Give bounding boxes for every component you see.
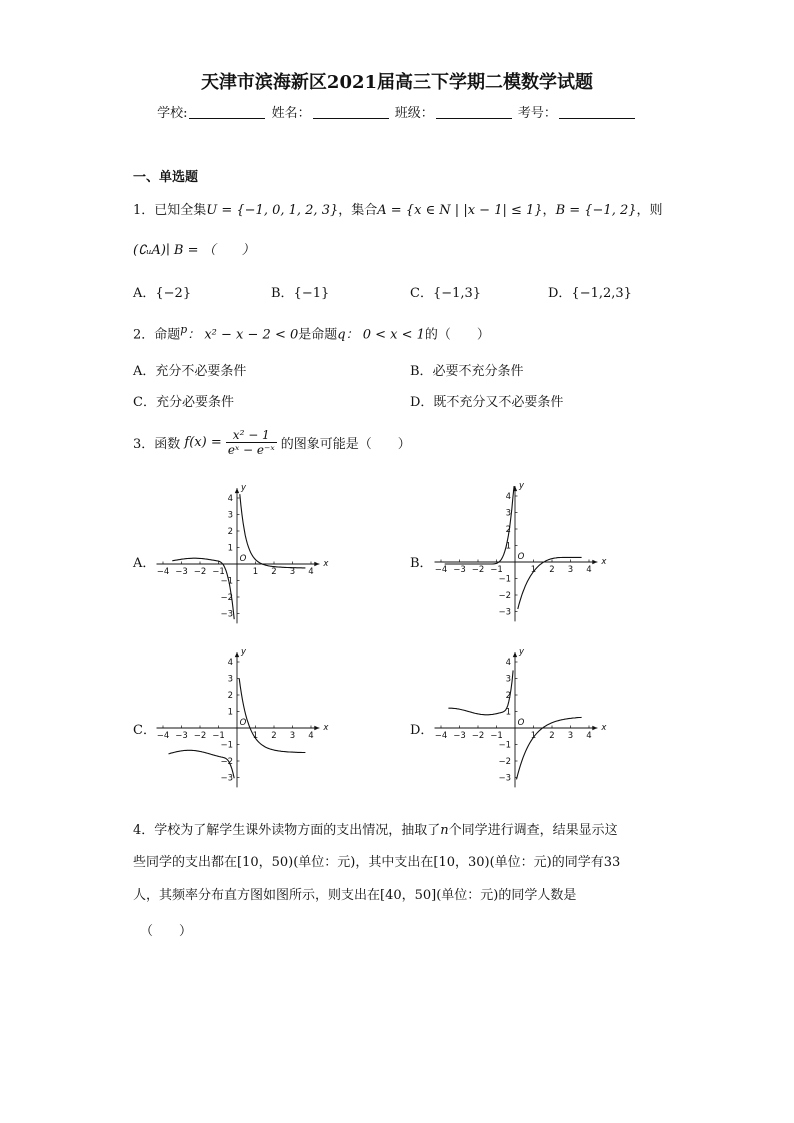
class-blank (436, 106, 512, 119)
y-tick-label: 4 (505, 658, 511, 668)
school-blank (189, 106, 265, 119)
section-heading: 一、单选题 (133, 170, 199, 185)
y-axis-arrow-icon (513, 652, 517, 657)
q2-option-a[interactable]: A．充分不必要条件 (133, 364, 247, 379)
y-tick-label: 3 (505, 508, 511, 519)
exam-title: 天津市滨海新区2021届高三下学期二模数学试题 (200, 72, 594, 93)
q3-numerator: x² − 1 (226, 428, 277, 443)
y-tick-label: 2 (505, 691, 511, 701)
x-axis-arrow-icon (592, 726, 597, 730)
origin-label: O (239, 554, 247, 564)
x-tick-label: −2 (471, 731, 485, 741)
graph-b[interactable] (430, 481, 607, 632)
y-axis-arrow-icon (235, 652, 239, 657)
question-2-stem (133, 323, 490, 342)
y-tick-label: 3 (227, 510, 233, 521)
x-axis-label: x (601, 557, 607, 567)
x-tick-label: 2 (549, 565, 555, 575)
x-tick-label: 2 (549, 731, 555, 741)
x-tick-label: −2 (193, 567, 207, 577)
y-axis-label: y (241, 647, 247, 658)
y-tick-label: −1 (498, 740, 511, 751)
q2-p: p (180, 323, 188, 336)
question-4-line-1 (133, 819, 618, 838)
x-tick-label: −1 (212, 567, 225, 577)
y-axis-label: y (241, 483, 247, 494)
y-axis-arrow-icon (235, 488, 239, 493)
y-tick-label: 3 (227, 674, 233, 685)
y-tick-label: −3 (498, 773, 511, 784)
q1-text-c: ， (542, 203, 556, 218)
q2-cond-q: ： 0 < x < 1 (345, 327, 425, 343)
y-tick-label: 2 (227, 527, 233, 537)
x-tick-label: 4 (586, 565, 592, 575)
q2-cond-p: ： x² − x − 2 < 0 (187, 327, 299, 343)
origin-label: O (517, 718, 525, 728)
x-tick-label: 1 (252, 731, 259, 741)
q2-option-b[interactable]: B．必要不充分条件 (410, 364, 524, 379)
x-tick-label: −2 (471, 565, 485, 575)
x-tick-label: −4 (434, 565, 448, 575)
x-tick-label: −3 (175, 731, 188, 741)
q1-set-b: B = {−1, 2} (555, 203, 637, 218)
y-tick-label: 1 (227, 543, 233, 554)
q2-text-c: 的（ ） (424, 327, 490, 343)
y-tick-label: 1 (227, 707, 233, 718)
question-4-line-2: 些同学的支出都在[10，50)(单位：元)，其中支出在[10，30)(单位：元)的同学有33 (133, 855, 621, 870)
x-tick-label: −3 (453, 731, 466, 741)
x-tick-label: −4 (156, 731, 170, 741)
x-tick-label: −2 (193, 731, 207, 741)
graph-a[interactable] (152, 483, 329, 634)
graph-c[interactable] (152, 647, 329, 798)
y-tick-label: −3 (220, 773, 233, 784)
q1-option-b[interactable]: B．{−1} (271, 286, 330, 301)
curve-branch-1 (445, 486, 514, 564)
question-1-expression: (∁ᵤA)∣ B = （ ） (133, 243, 255, 258)
q3-text-a: 3．函数 (133, 437, 181, 452)
graph-d-label[interactable]: D． (410, 723, 434, 738)
x-tick-label: 4 (308, 567, 314, 577)
x-tick-label: −3 (175, 567, 188, 577)
question-4-line-3: 人，其频率分布直方图如图所示，则支出在[40，50](单位：元)的同学人数是 (133, 888, 577, 903)
q2-option-c[interactable]: C．充分必要条件 (133, 395, 234, 410)
graph-a-label[interactable]: A． (133, 556, 156, 571)
x-tick-label: 4 (308, 731, 314, 741)
graph-c-label[interactable]: C． (133, 723, 156, 738)
q1-text-b: ，集合 (338, 203, 378, 218)
x-tick-label: 4 (586, 731, 592, 741)
x-axis-arrow-icon (314, 726, 319, 730)
x-axis-label: x (323, 559, 329, 569)
graph-d[interactable] (430, 647, 607, 798)
x-tick-label: 3 (567, 565, 574, 575)
q2-text-b: 是命题 (298, 327, 338, 343)
question-3-stem (133, 428, 411, 457)
q4-n: n (440, 823, 449, 838)
y-tick-label: −3 (220, 609, 233, 620)
x-axis-label: x (601, 723, 607, 733)
origin-label: O (239, 718, 247, 728)
name-blank (313, 106, 389, 119)
x-axis-arrow-icon (592, 560, 597, 564)
x-axis-arrow-icon (314, 562, 319, 566)
origin-label: O (517, 552, 525, 562)
q1-option-a[interactable]: A．{−2} (133, 286, 192, 301)
curve-branch-2 (240, 494, 306, 568)
y-tick-label: 1 (505, 707, 511, 718)
y-tick-label: 1 (505, 541, 511, 552)
question-4-line-4: （ ） (140, 924, 193, 939)
x-tick-label: −3 (453, 565, 466, 575)
x-tick-label: 1 (530, 565, 537, 575)
q2-text-a: 2．命题 (133, 327, 181, 343)
x-tick-label: 1 (252, 567, 259, 577)
y-tick-label: −3 (498, 607, 511, 618)
y-tick-label: −1 (220, 576, 233, 587)
id-label: 考号： (517, 106, 557, 121)
curve-branch-2 (239, 678, 305, 752)
q4-line1b: 个同学进行调查，结果显示这 (448, 823, 618, 838)
q1-option-c[interactable]: C．{−1,3} (410, 286, 482, 301)
y-axis-label: y (519, 481, 525, 492)
x-tick-label: 1 (530, 731, 537, 741)
q1-option-d[interactable]: D．{−1,2,3} (548, 286, 632, 301)
q1-text-d: ，则 (636, 203, 663, 218)
x-axis-label: x (323, 723, 329, 733)
name-label: 姓名： (271, 106, 311, 121)
y-tick-label: 4 (227, 494, 233, 504)
x-tick-label: −4 (434, 731, 448, 741)
q3-fx: f(x) = (184, 435, 222, 450)
y-tick-label: 4 (227, 658, 233, 668)
x-tick-label: −1 (490, 565, 503, 575)
q4-line1: 4．学校为了解学生课外读物方面的支出情况，抽取了 (133, 823, 441, 838)
y-tick-label: 2 (505, 525, 511, 535)
y-tick-label: −2 (220, 757, 233, 767)
curve-branch-1 (448, 670, 513, 714)
id-blank (559, 106, 635, 119)
x-tick-label: 2 (271, 567, 277, 577)
x-tick-label: 2 (271, 731, 277, 741)
x-tick-label: 3 (289, 567, 296, 577)
q1-set-u: U = {−1, 0, 1, 2, 3} (206, 203, 339, 218)
x-tick-label: −1 (490, 731, 503, 741)
y-tick-label: 2 (227, 691, 233, 701)
school-label: 学校: (157, 106, 188, 121)
y-tick-label: −2 (220, 593, 233, 603)
q2-option-d[interactable]: D．既不充分又不必要条件 (410, 395, 564, 410)
y-tick-label: 4 (505, 492, 511, 502)
q3-fraction (226, 428, 277, 457)
student-info-line (0, 102, 794, 121)
y-tick-label: −2 (498, 591, 511, 601)
y-tick-label: −1 (498, 574, 511, 585)
y-tick-label: −2 (498, 757, 511, 767)
q3-text-b: 的图象可能是（ ） (280, 437, 411, 452)
y-axis-label: y (519, 647, 525, 658)
q3-denominator: eˣ − e⁻ˣ (227, 443, 275, 457)
x-tick-label: −1 (212, 731, 225, 741)
q1-text-a: 1．已知全集 (133, 203, 207, 218)
q1-set-a: A = {x ∈ N | |x − 1| ≤ 1} (377, 203, 543, 218)
x-tick-label: −4 (156, 567, 170, 577)
y-tick-label: −1 (220, 740, 233, 751)
class-label: 班级： (394, 106, 434, 121)
question-1-stem (133, 199, 663, 218)
graph-b-label[interactable]: B． (410, 556, 433, 571)
q2-q: q (337, 327, 346, 343)
curve-branch-2 (517, 717, 582, 779)
x-tick-label: 3 (289, 731, 296, 741)
y-tick-label: 3 (505, 674, 511, 685)
x-tick-label: 3 (567, 731, 574, 741)
